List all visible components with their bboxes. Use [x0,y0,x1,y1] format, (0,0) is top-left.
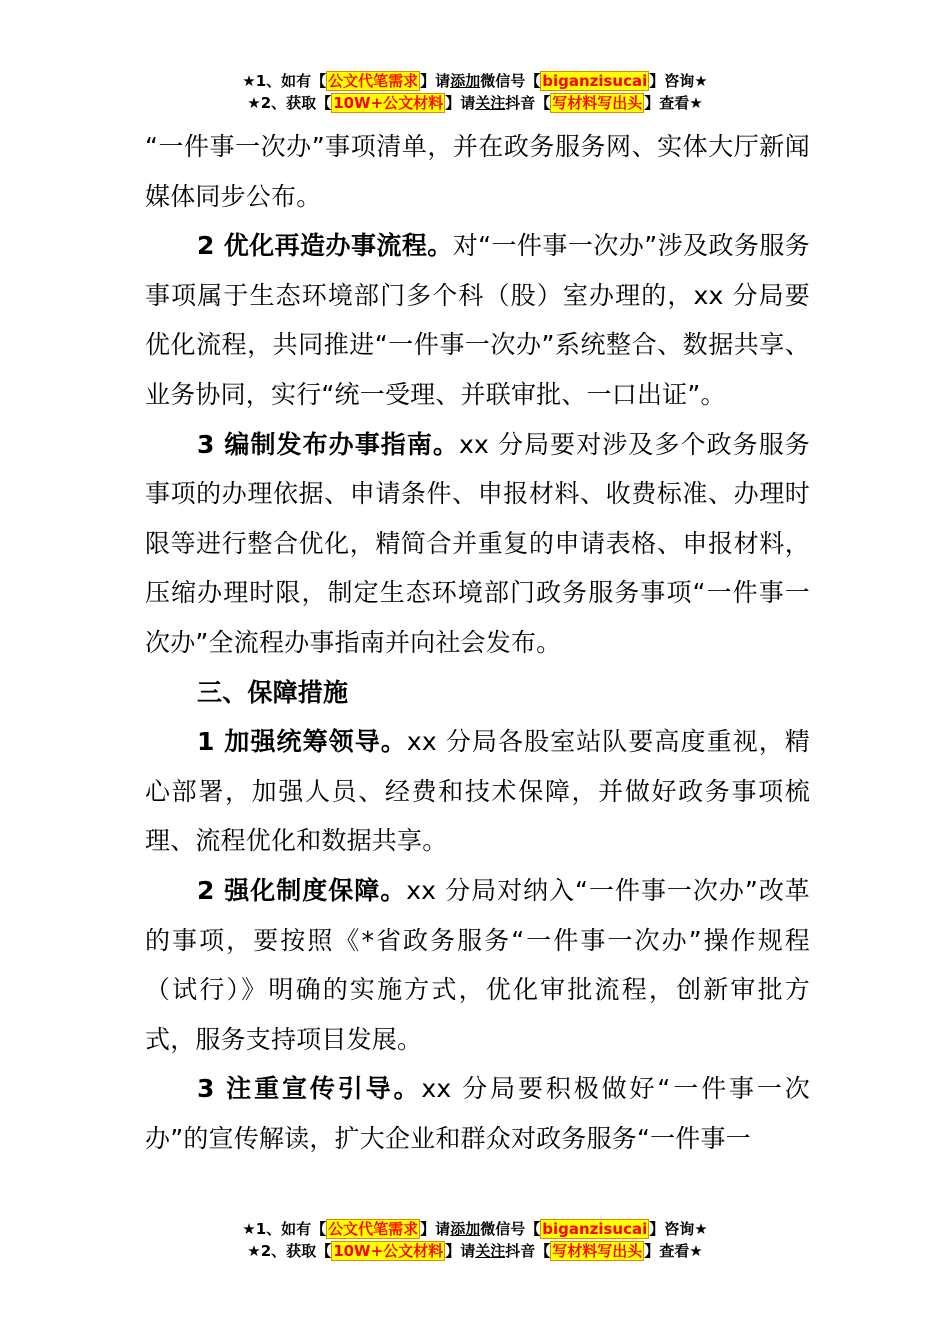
header-banner [0,70,950,114]
paragraph-heading: 2 强化制度保障。 [197,875,407,905]
banner-line-1 [0,1218,950,1240]
paragraph-text: xx 分局要对涉及多个政务服务事项的办理依据、申请条件、申报材料、收费标准、办理时限等进行整合优化，精简合并重复的申请表格、申报材料，压缩办理时限，制定生态环境部门政务服务事项“一件事一次办”全流程办事指南并向社会发布。 [145,429,810,657]
paragraph [145,420,810,668]
banner-text: 】查看★ [644,94,703,112]
paragraph-text: xx 分局要积极做好“一件事一次办”的宣传解读，扩大企业和群众对政务服务“一件事一 [145,1074,810,1153]
banner-highlight: 公文代笔需求 [328,72,419,90]
banner-highlight: 写材料写出头 [552,1242,643,1260]
paragraph-heading: 3 注重宣传引导。 [197,1074,422,1104]
banner-text: 】查看★ [644,1242,703,1260]
paragraph-heading: 1 加强统筹领导。 [197,727,407,757]
paragraph [145,866,810,1064]
banner-text: 抖音【 [505,94,551,112]
banner-highlight: 写材料写出头 [552,94,643,112]
banner-text: 微信号【 [480,72,541,90]
banner-line-2 [0,1240,950,1262]
document-body [145,122,810,1163]
banner-text: ★2、获取【 [247,94,332,112]
banner-text: ★1、如有【 [242,1220,327,1238]
banner-text: 】请 [420,1220,451,1238]
paragraph-heading: 3 编制发布办事指南。 [197,429,459,459]
banner-highlight: 10W+公文材料 [333,94,444,112]
banner-text: ★1、如有【 [242,72,327,90]
banner-highlight: biganzisucai [542,1220,648,1238]
paragraph [145,1064,810,1163]
banner-highlight: 公文代笔需求 [328,1220,419,1238]
banner-underline: 关注 [475,1242,506,1260]
section-heading: 三、保障措施 [197,677,349,707]
banner-underline: 添加 [450,1220,481,1238]
banner-text: 抖音【 [505,1242,551,1260]
banner-underline: 关注 [475,94,506,112]
banner-line-2 [0,92,950,114]
paragraph-text: xx 分局对纳入“一件事一次办”改革的事项，要按照《*省政务服务“一件事一次办”操作规程（试行）》明确的实施方式，优化审批流程，创新审批方式，服务支持项目发展。 [145,875,810,1054]
banner-text: 】请 [420,72,451,90]
banner-text: 】请 [445,94,476,112]
banner-underline: 添加 [450,72,481,90]
banner-text: 】咨询★ [649,1220,708,1238]
paragraph-text: xx 分局各股室站队要高度重视，精心部署，加强人员、经费和技术保障，并做好政务事项梳理、流程优化和数据共享。 [145,727,810,856]
footer-banner [0,1218,950,1262]
paragraph [145,221,810,419]
paragraph-text: 对“一件事一次办”涉及政务服务事项属于生态环境部门多个科（股）室办理的，xx 分局要优化流程，共同推进“一件事一次办”系统整合、数据共享、业务协同，实行“统一受理、并联审批、一口出证”。 [145,231,810,409]
banner-text: 】咨询★ [649,72,708,90]
paragraph: “一件事一次办”事项清单，并在政务服务网、实体大厅新闻媒体同步公布。 [145,132,810,211]
banner-text: 】请 [445,1242,476,1260]
banner-highlight: 10W+公文材料 [333,1242,444,1260]
banner-line-1 [0,70,950,92]
paragraph-heading: 2 优化再造办事流程。 [197,231,453,261]
banner-highlight: biganzisucai [542,72,648,90]
banner-text: 微信号【 [480,1220,541,1238]
banner-text: ★2、获取【 [247,1242,332,1260]
paragraph [145,717,810,866]
